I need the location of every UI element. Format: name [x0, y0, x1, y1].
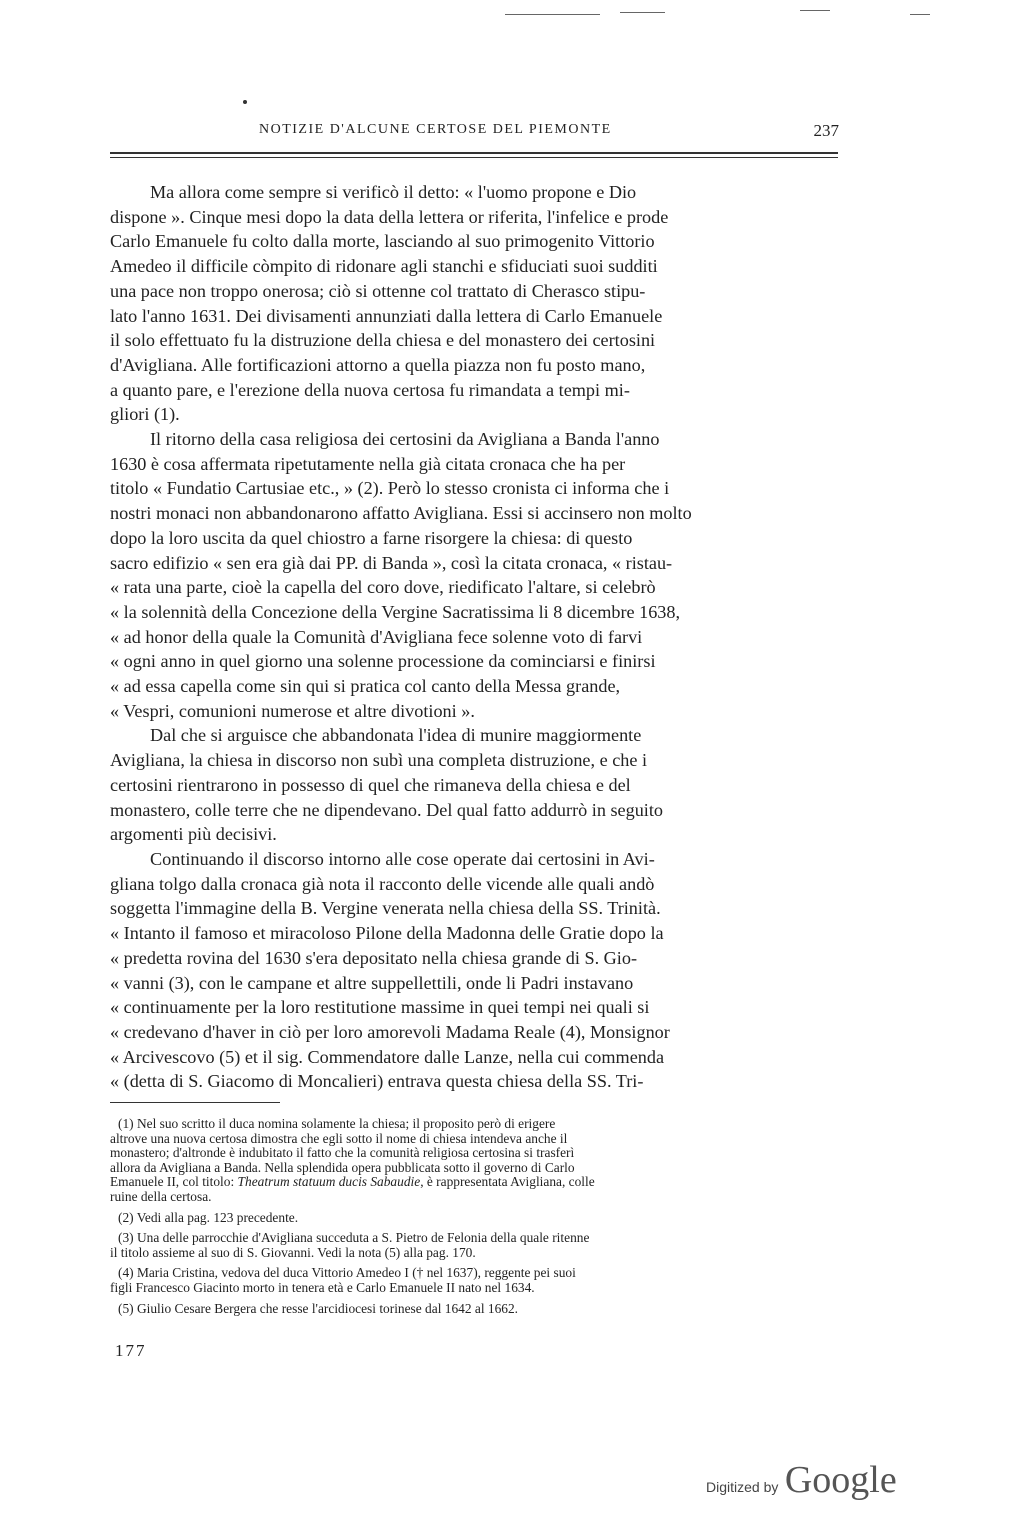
- text-line: « la solennità della Concezione della Vergine Sacratissima li 8 dicembre 1638,: [110, 601, 681, 622]
- text-line: « vanni (3), con le campane et altre suppellettili, onde li Padri instavano: [110, 972, 634, 993]
- digitized-label: Digitized by: [706, 1479, 779, 1495]
- footnotes: [110, 1117, 845, 1322]
- text-line: « continuamente per la loro restitutione massime in quei tempi nei quali si: [110, 997, 650, 1018]
- footnote-separator: [110, 1102, 280, 1103]
- text-line: Dal che si arguisce che abbandonata l'idea di munire maggiormente: [150, 725, 642, 746]
- signature-mark: 177: [115, 1341, 147, 1360]
- page-header: [110, 122, 842, 144]
- text-line: Carlo Emanuele fu colto dalla morte, lasciando al suo primogenito Vittorio: [110, 231, 655, 252]
- footnote-line: (4) Maria Cristina, vedova del duca Vittorio Amedeo I († nel 1637), reggente pei suoi: [118, 1266, 576, 1281]
- text-line: Avigliana, la chiesa in discorso non subì una completa distruzione, e che i: [110, 750, 648, 771]
- scan-artifacts: [0, 8, 1023, 18]
- digitized-by-watermark: [706, 1458, 897, 1502]
- footnote-line: (5) Giulio Cesare Bergera che resse l'arcidiocesi torinese dal 1642 al 1662.: [118, 1301, 519, 1316]
- text-line: soggetta l'immagine della B. Vergine venerata nella chiesa della SS. Trinità.: [110, 898, 661, 919]
- footnote-line: (1) Nel suo scritto il duca nomina solamente la chiesa; il proposito però di erigere: [118, 1117, 556, 1131]
- text-line: « predetta rovina del 1630 s'era depositato nella chiesa grande di S. Gio-: [110, 947, 638, 968]
- text-line: a quanto pare, e l'erezione della nuova certosa fu rimandata a tempi mi-: [110, 379, 630, 400]
- text-line: « rata una parte, cioè la capella del coro dove, riedificato l'altare, si celebrò: [110, 577, 656, 598]
- footnote: [110, 1117, 845, 1205]
- footnote-line: figli Francesco Giacinto morto in tenera età e Carlo Emanuele II nato nel 1634.: [110, 1280, 535, 1295]
- footnote: [110, 1266, 845, 1295]
- footnote-line: allora da Avigliana a Banda. Nella splendida opera pubblicata sotto il governo di Carlo: [110, 1160, 575, 1175]
- text-line: Amedeo il difficile còmpito di ridonare agli stanchi e sfiduciati suoi sudditi: [110, 256, 658, 277]
- footnote: [110, 1211, 845, 1226]
- text-line: dispone ». Cinque mesi dopo la data della lettera or riferita, l'infelice e prode: [110, 206, 669, 227]
- text-line: « Vespri, comunioni numerose et altre divotioni ».: [110, 700, 475, 721]
- header-rule-thin: [110, 157, 838, 158]
- text-line: gliana tolgo dalla cronaca già nota il racconto delle vicende alle quali andò: [110, 873, 655, 894]
- text-line: « credevano d'haver in ciò per loro amorevoli Madama Reale (4), Monsignor: [110, 1021, 670, 1042]
- text-line: il solo effettuato fu la distruzione della chiesa e del monastero dei certosini: [110, 330, 656, 351]
- text-line: gliori (1).: [110, 404, 180, 425]
- header-rule-thick: [110, 152, 838, 154]
- text-line: « Arcivescovo (5) et il sig. Commendatore dalle Lanze, nella cui commenda: [110, 1046, 665, 1067]
- body-text: [110, 180, 841, 1094]
- text-line: nostri monaci non abbandonarono affatto Avigliana. Essi si accinsero non molto: [110, 503, 692, 524]
- running-title: NOTIZIE D'ALCUNE CERTOSE DEL PIEMONTE: [259, 122, 612, 137]
- paragraph: [110, 847, 841, 1094]
- paragraph: [110, 723, 841, 847]
- text-line: Il ritorno della casa religiosa dei certosini da Avigliana a Banda l'anno: [150, 429, 660, 450]
- text-line: 1630 è cosa affermata ripetutamente nella già citata cronaca che ha per: [110, 453, 626, 474]
- footnote: [110, 1231, 845, 1260]
- text-line: Continuando il discorso intorno alle cose operate dai certosini in Avi-: [150, 848, 655, 869]
- footnote-line: Emanuele II, col titolo: Theatrum statuum ducis Sabaudie, è rappresentata Avigliana, colle: [110, 1175, 595, 1190]
- google-logo: Google: [784, 1459, 897, 1501]
- text-line: « ad honor della quale la Comunità d'Avigliana fece solenne voto di farvi: [110, 626, 643, 647]
- footnote-line: il titolo assieme al suo di S. Giovanni. Vedi la nota (5) alla pag. 170.: [110, 1245, 476, 1260]
- footnote-line: ruine della certosa.: [110, 1189, 212, 1204]
- footnote-line: (2) Vedi alla pag. 123 precedente.: [118, 1210, 299, 1225]
- text-line: sacro edifizio « sen era già dai PP. di Banda », così la citata cronaca, « ristau-: [110, 552, 673, 573]
- paragraph: [110, 180, 841, 427]
- footnote-line: monastero; d'altronde è indubitato il fatto che la comunità religiosa certosina si trasferì: [110, 1146, 575, 1161]
- text-line: monastero, colle terre che ne dipendevano. Del qual fatto addurrò in seguito: [110, 799, 664, 820]
- text-line: Ma allora come sempre si verificò il detto: « l'uomo propone e Dio: [150, 182, 637, 202]
- text-line: lato l'anno 1631. Dei divisamenti annunziati dalla lettera di Carlo Emanuele: [110, 305, 663, 326]
- footnote-line: (3) Una delle parrocchie d'Avigliana succeduta a S. Pietro de Felonia della quale ritenne: [118, 1231, 590, 1246]
- text-line: « (detta di S. Giacomo di Moncalieri) entrava questa chiesa della SS. Tri-: [110, 1071, 644, 1092]
- text-line: argomenti più decisivi.: [110, 824, 277, 845]
- text-line: « Intanto il famoso et miracoloso Pilone della Madonna delle Gratie dopo la: [110, 923, 664, 944]
- text-line: titolo « Fundatio Cartusiae etc., » (2). Però lo stesso cronista ci informa che i: [110, 478, 670, 499]
- scan-speck: [243, 100, 247, 104]
- text-line: certosini rientrarono in possesso di quel che rimaneva della chiesa e del: [110, 774, 631, 795]
- text-line: dopo la loro uscita da quel chiostro a farne risorgere la chiesa: di questo: [110, 527, 633, 548]
- footnote: [110, 1302, 845, 1317]
- page-number: 237: [813, 121, 839, 140]
- text-line: d'Avigliana. Alle fortificazioni attorno a quella piazza non fu posto mano,: [110, 354, 646, 375]
- text-line: « ad essa capella come sin qui si pratica col canto della Messa grande,: [110, 676, 621, 697]
- footnote-line: altrove una nuova certosa dimostra che egli sotto il nome di chiesa intendeva anche il: [110, 1131, 568, 1146]
- text-line: « ogni anno in quel giorno una solenne processione da cominciarsi e finirsi: [110, 651, 656, 672]
- paragraph: [110, 427, 841, 723]
- text-line: una pace non troppo onerosa; ciò si ottenne col trattato di Cherasco stipu-: [110, 280, 646, 301]
- work-title: Theatrum statuum ducis Sabaudie: [237, 1175, 421, 1190]
